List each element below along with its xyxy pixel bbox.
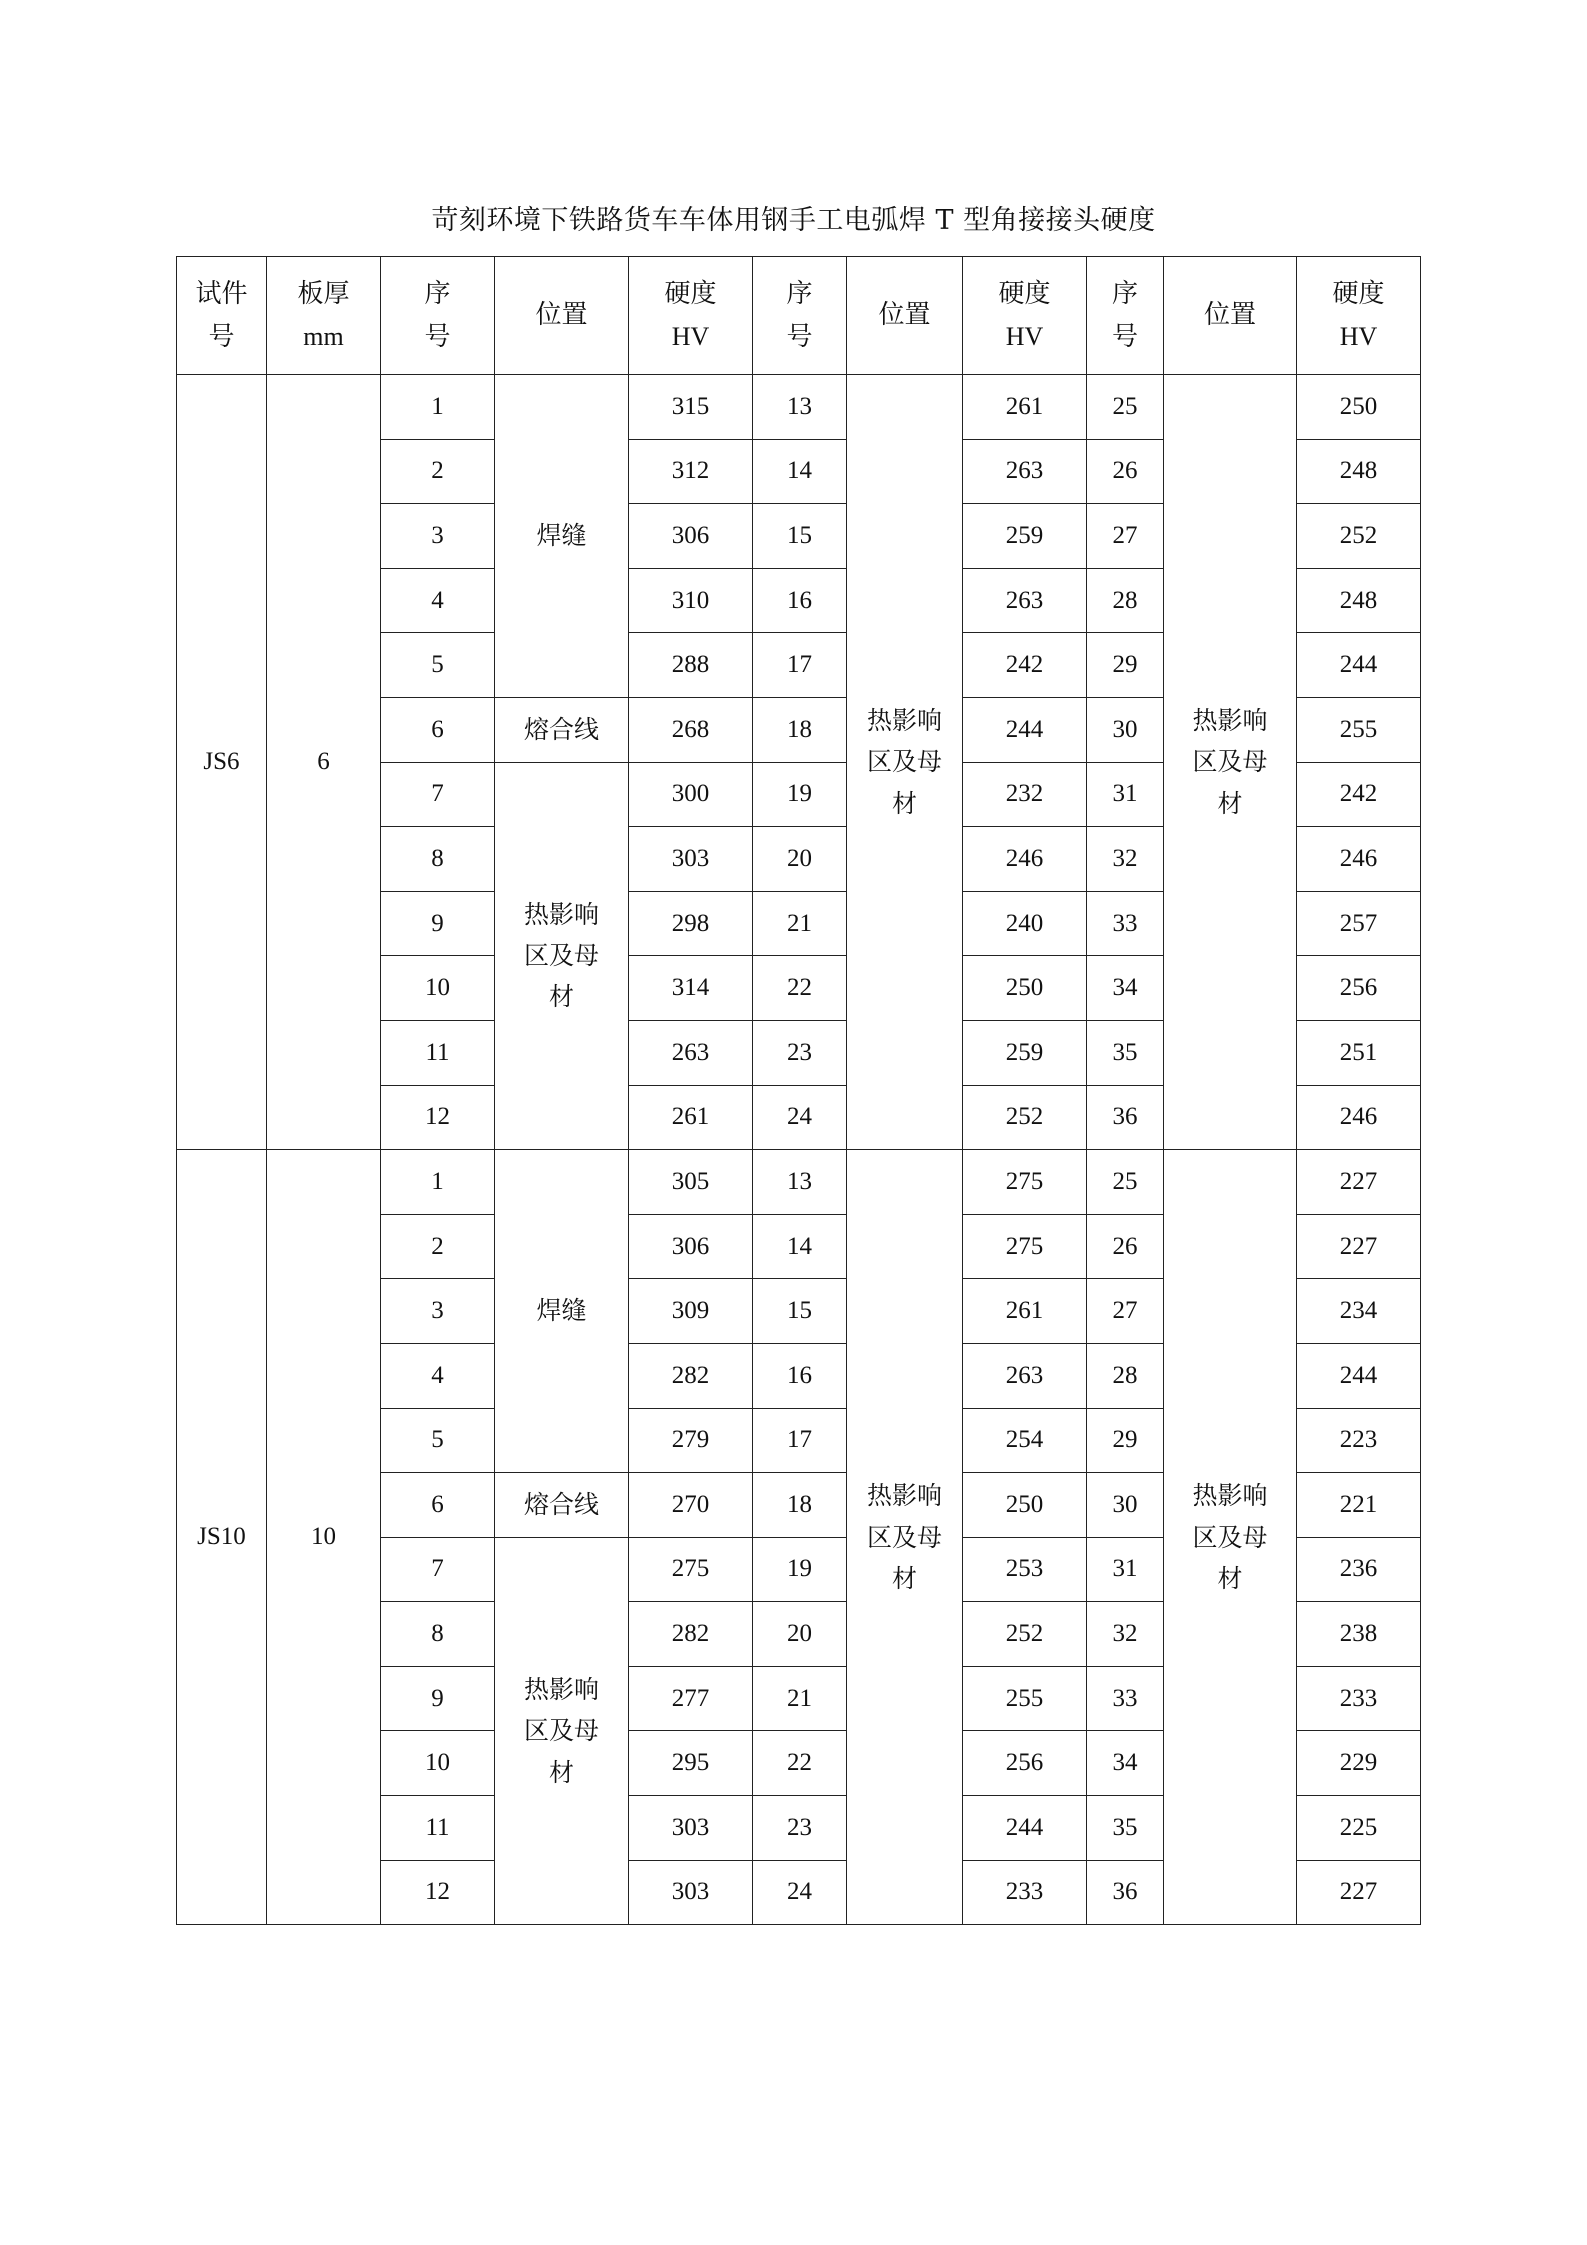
seq-cell: 3 xyxy=(381,504,495,569)
hardness-cell: 244 xyxy=(1297,633,1421,698)
hardness-cell: 223 xyxy=(1297,1408,1421,1473)
document-title: 苛刻环境下铁路货车车体用钢手工电弧焊 T 型角接接头硬度 xyxy=(431,205,1156,236)
seq-cell: 24 xyxy=(753,1860,847,1925)
seq-cell: 5 xyxy=(381,1408,495,1473)
hardness-cell: 306 xyxy=(629,1214,753,1279)
hardness-cell: 309 xyxy=(629,1279,753,1344)
hardness-cell: 295 xyxy=(629,1731,753,1796)
hardness-cell: 242 xyxy=(963,633,1087,698)
hardness-cell: 256 xyxy=(1297,956,1421,1021)
hardness-cell: 305 xyxy=(629,1150,753,1215)
header-position-1: 位置 xyxy=(495,257,629,375)
hardness-cell: 244 xyxy=(1297,1343,1421,1408)
seq-cell: 1 xyxy=(381,1150,495,1215)
seq-cell: 32 xyxy=(1087,827,1164,892)
seq-cell: 7 xyxy=(381,762,495,827)
position-haz: 热影响 区及母 材 xyxy=(495,1537,629,1925)
hardness-cell: 303 xyxy=(629,1796,753,1861)
hardness-cell: 250 xyxy=(963,956,1087,1021)
hardness-cell: 282 xyxy=(629,1602,753,1667)
position-weld: 焊缝 xyxy=(495,1150,629,1473)
header-hardness-3: 硬度 HV xyxy=(1297,257,1421,375)
hardness-cell: 310 xyxy=(629,568,753,633)
seq-cell: 28 xyxy=(1087,568,1164,633)
seq-cell: 27 xyxy=(1087,1279,1164,1344)
seq-cell: 16 xyxy=(753,568,847,633)
hardness-cell: 275 xyxy=(629,1537,753,1602)
hardness-cell: 275 xyxy=(963,1150,1087,1215)
seq-cell: 2 xyxy=(381,1214,495,1279)
table-body xyxy=(177,375,1421,1925)
hardness-cell: 303 xyxy=(629,1860,753,1925)
seq-cell: 11 xyxy=(381,1796,495,1861)
specimen-id: JS10 xyxy=(177,1150,267,1925)
hardness-cell: 233 xyxy=(1297,1666,1421,1731)
hardness-cell: 227 xyxy=(1297,1150,1421,1215)
seq-cell: 23 xyxy=(753,1020,847,1085)
header-position-2: 位置 xyxy=(847,257,963,375)
seq-cell: 20 xyxy=(753,827,847,892)
position-weld: 焊缝 xyxy=(495,375,629,698)
hardness-cell: 221 xyxy=(1297,1473,1421,1538)
hardness-cell: 263 xyxy=(963,568,1087,633)
seq-cell: 29 xyxy=(1087,633,1164,698)
seq-cell: 6 xyxy=(381,1473,495,1538)
hardness-cell: 227 xyxy=(1297,1214,1421,1279)
hardness-cell: 257 xyxy=(1297,891,1421,956)
position-fusion-line: 熔合线 xyxy=(495,1473,629,1538)
header-hardness-2: 硬度 HV xyxy=(963,257,1087,375)
seq-cell: 32 xyxy=(1087,1602,1164,1667)
hardness-cell: 229 xyxy=(1297,1731,1421,1796)
seq-cell: 26 xyxy=(1087,439,1164,504)
seq-cell: 8 xyxy=(381,1602,495,1667)
seq-cell: 25 xyxy=(1087,375,1164,440)
position-haz-col2: 热影响 区及母 材 xyxy=(847,375,963,1150)
hardness-cell: 261 xyxy=(629,1085,753,1150)
seq-cell: 14 xyxy=(753,1214,847,1279)
hardness-cell: 255 xyxy=(1297,697,1421,762)
hardness-cell: 254 xyxy=(963,1408,1087,1473)
hardness-cell: 242 xyxy=(1297,762,1421,827)
seq-cell: 18 xyxy=(753,1473,847,1538)
header-seq-3: 序 号 xyxy=(1087,257,1164,375)
hardness-cell: 277 xyxy=(629,1666,753,1731)
seq-cell: 9 xyxy=(381,891,495,956)
hardness-cell: 263 xyxy=(963,1343,1087,1408)
seq-cell: 29 xyxy=(1087,1408,1164,1473)
hardness-cell: 246 xyxy=(1297,1085,1421,1150)
hardness-cell: 250 xyxy=(1297,375,1421,440)
header-row xyxy=(177,257,1421,375)
hardness-cell: 251 xyxy=(1297,1020,1421,1085)
hardness-cell: 303 xyxy=(629,827,753,892)
hardness-cell: 300 xyxy=(629,762,753,827)
hardness-cell: 232 xyxy=(963,762,1087,827)
table-row xyxy=(177,1150,1421,1215)
hardness-cell: 306 xyxy=(629,504,753,569)
hardness-cell: 240 xyxy=(963,891,1087,956)
seq-cell: 20 xyxy=(753,1602,847,1667)
seq-cell: 5 xyxy=(381,633,495,698)
hardness-cell: 259 xyxy=(963,504,1087,569)
seq-cell: 3 xyxy=(381,1279,495,1344)
seq-cell: 1 xyxy=(381,375,495,440)
hardness-cell: 227 xyxy=(1297,1860,1421,1925)
seq-cell: 36 xyxy=(1087,1085,1164,1150)
seq-cell: 10 xyxy=(381,1731,495,1796)
hardness-cell: 246 xyxy=(1297,827,1421,892)
hardness-cell: 244 xyxy=(963,697,1087,762)
hardness-cell: 246 xyxy=(963,827,1087,892)
hardness-cell: 252 xyxy=(1297,504,1421,569)
seq-cell: 13 xyxy=(753,375,847,440)
hardness-cell: 250 xyxy=(963,1473,1087,1538)
hardness-cell: 244 xyxy=(963,1796,1087,1861)
seq-cell: 28 xyxy=(1087,1343,1164,1408)
header-seq-1: 序 号 xyxy=(381,257,495,375)
hardness-cell: 259 xyxy=(963,1020,1087,1085)
seq-cell: 27 xyxy=(1087,504,1164,569)
hardness-cell: 233 xyxy=(963,1860,1087,1925)
hardness-cell: 252 xyxy=(963,1085,1087,1150)
seq-cell: 16 xyxy=(753,1343,847,1408)
hardness-cell: 234 xyxy=(1297,1279,1421,1344)
seq-cell: 2 xyxy=(381,439,495,504)
seq-cell: 34 xyxy=(1087,1731,1164,1796)
hardness-cell: 263 xyxy=(629,1020,753,1085)
seq-cell: 19 xyxy=(753,1537,847,1602)
seq-cell: 11 xyxy=(381,1020,495,1085)
header-hardness-1: 硬度 HV xyxy=(629,257,753,375)
header-specimen: 试件 号 xyxy=(177,257,267,375)
seq-cell: 34 xyxy=(1087,956,1164,1021)
hardness-cell: 263 xyxy=(963,439,1087,504)
hardness-cell: 312 xyxy=(629,439,753,504)
hardness-cell: 268 xyxy=(629,697,753,762)
hardness-cell: 248 xyxy=(1297,439,1421,504)
seq-cell: 12 xyxy=(381,1085,495,1150)
hardness-table xyxy=(176,256,1421,1925)
hardness-cell: 298 xyxy=(629,891,753,956)
hardness-cell: 314 xyxy=(629,956,753,1021)
specimen-id: JS6 xyxy=(177,375,267,1150)
seq-cell: 4 xyxy=(381,568,495,633)
position-haz-col3: 热影响 区及母 材 xyxy=(1164,1150,1297,1925)
seq-cell: 30 xyxy=(1087,697,1164,762)
hardness-cell: 261 xyxy=(963,375,1087,440)
hardness-cell: 275 xyxy=(963,1214,1087,1279)
hardness-cell: 248 xyxy=(1297,568,1421,633)
seq-cell: 22 xyxy=(753,956,847,1021)
seq-cell: 14 xyxy=(753,439,847,504)
seq-cell: 23 xyxy=(753,1796,847,1861)
seq-cell: 33 xyxy=(1087,1666,1164,1731)
seq-cell: 9 xyxy=(381,1666,495,1731)
hardness-cell: 315 xyxy=(629,375,753,440)
seq-cell: 31 xyxy=(1087,1537,1164,1602)
seq-cell: 33 xyxy=(1087,891,1164,956)
hardness-cell: 236 xyxy=(1297,1537,1421,1602)
hardness-cell: 238 xyxy=(1297,1602,1421,1667)
hardness-cell: 282 xyxy=(629,1343,753,1408)
seq-cell: 15 xyxy=(753,504,847,569)
seq-cell: 15 xyxy=(753,1279,847,1344)
position-haz-col2: 热影响 区及母 材 xyxy=(847,1150,963,1925)
hardness-cell: 253 xyxy=(963,1537,1087,1602)
plate-thickness: 6 xyxy=(267,375,381,1150)
hardness-cell: 256 xyxy=(963,1731,1087,1796)
seq-cell: 36 xyxy=(1087,1860,1164,1925)
position-haz: 热影响 区及母 材 xyxy=(495,762,629,1150)
seq-cell: 17 xyxy=(753,1408,847,1473)
hardness-cell: 279 xyxy=(629,1408,753,1473)
seq-cell: 8 xyxy=(381,827,495,892)
seq-cell: 17 xyxy=(753,633,847,698)
seq-cell: 21 xyxy=(753,891,847,956)
position-fusion-line: 熔合线 xyxy=(495,697,629,762)
header-thickness: 板厚 mm xyxy=(267,257,381,375)
seq-cell: 7 xyxy=(381,1537,495,1602)
seq-cell: 30 xyxy=(1087,1473,1164,1538)
seq-cell: 22 xyxy=(753,1731,847,1796)
seq-cell: 26 xyxy=(1087,1214,1164,1279)
seq-cell: 35 xyxy=(1087,1796,1164,1861)
position-haz-col3: 热影响 区及母 材 xyxy=(1164,375,1297,1150)
hardness-cell: 225 xyxy=(1297,1796,1421,1861)
table-row xyxy=(177,375,1421,440)
seq-cell: 12 xyxy=(381,1860,495,1925)
seq-cell: 13 xyxy=(753,1150,847,1215)
seq-cell: 25 xyxy=(1087,1150,1164,1215)
seq-cell: 24 xyxy=(753,1085,847,1150)
hardness-cell: 288 xyxy=(629,633,753,698)
hardness-cell: 270 xyxy=(629,1473,753,1538)
seq-cell: 4 xyxy=(381,1343,495,1408)
seq-cell: 19 xyxy=(753,762,847,827)
hardness-cell: 261 xyxy=(963,1279,1087,1344)
hardness-cell: 255 xyxy=(963,1666,1087,1731)
seq-cell: 10 xyxy=(381,956,495,1021)
header-position-3: 位置 xyxy=(1164,257,1297,375)
seq-cell: 6 xyxy=(381,697,495,762)
hardness-cell: 252 xyxy=(963,1602,1087,1667)
header-seq-2: 序 号 xyxy=(753,257,847,375)
seq-cell: 21 xyxy=(753,1666,847,1731)
seq-cell: 18 xyxy=(753,697,847,762)
seq-cell: 35 xyxy=(1087,1020,1164,1085)
plate-thickness: 10 xyxy=(267,1150,381,1925)
seq-cell: 31 xyxy=(1087,762,1164,827)
